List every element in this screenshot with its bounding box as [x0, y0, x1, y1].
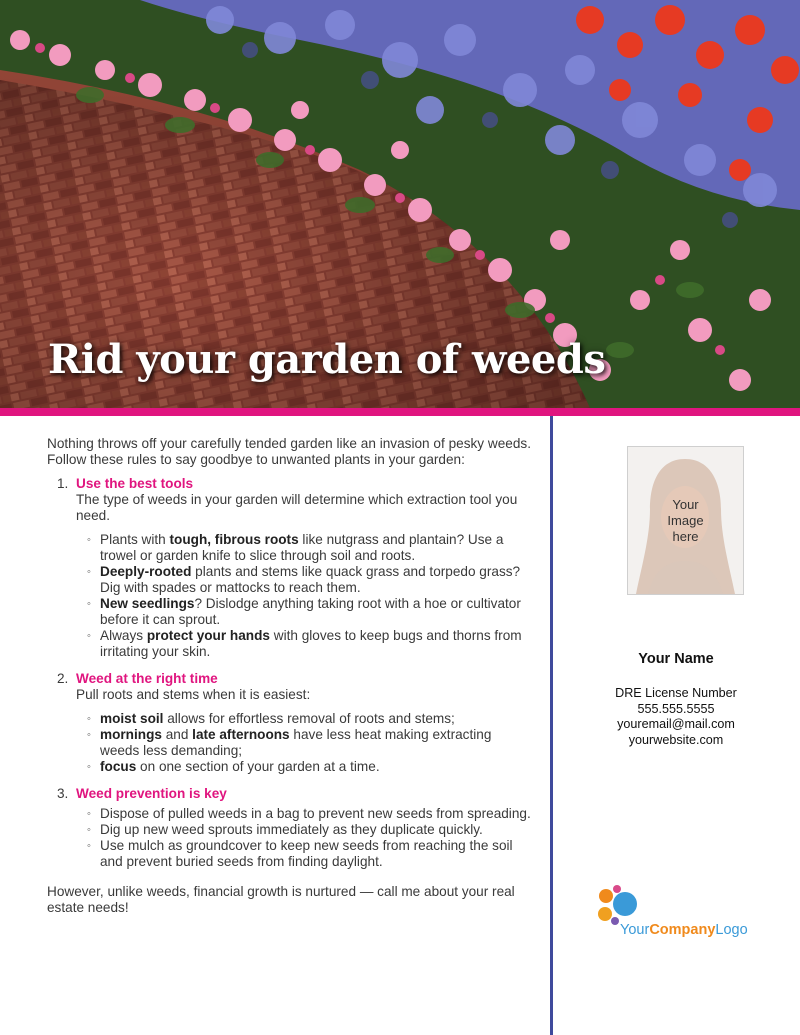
bullet-circle-icon: ◦ — [87, 808, 91, 820]
agent-contact — [560, 686, 792, 748]
tip-description: The type of weeds in your garden will determine which extraction tool you need. — [76, 492, 518, 523]
bullet-circle-icon: ◦ — [87, 630, 91, 642]
bullet-text: ? Dislodge anything taking root with a hoe or cultivator before it can sprout. — [100, 596, 521, 627]
logo-text-your: Your — [620, 922, 650, 938]
tip-bullet-list — [76, 532, 531, 660]
tip-heading: Weed prevention is key — [76, 786, 227, 801]
tip-description: Pull roots and stems when it is easiest: — [76, 687, 311, 702]
bullet-emphasis: focus — [100, 759, 137, 774]
bullet-item — [87, 711, 531, 727]
bullet-emphasis: Deeply-rooted — [100, 564, 192, 579]
tip-bullet-list — [76, 806, 531, 870]
bullet-text: allows for effortless removal of roots and stems; — [163, 711, 455, 726]
bullet-emphasis: tough, fibrous roots — [169, 532, 299, 547]
bullet-text: and — [161, 727, 193, 742]
bullet-emphasis: moist soil — [100, 711, 164, 726]
accent-divider — [0, 408, 800, 416]
agent-photo-placeholder — [627, 446, 744, 595]
bullet-text: Dispose of pulled weeds in a bag to prevent new seeds from spreading. — [100, 806, 531, 821]
bullet-item — [87, 727, 531, 759]
bullet-circle-icon: ◦ — [87, 598, 91, 610]
logo-wordmark — [620, 922, 748, 938]
bullet-text: Use mulch as groundcover to keep new seeds from reaching the soil and prevent buried seeds from finding daylight. — [100, 838, 513, 869]
column-divider — [550, 416, 553, 1035]
bullet-circle-icon: ◦ — [87, 761, 91, 773]
bullet-item — [87, 806, 531, 822]
bullet-text: on one section of your garden at a time. — [136, 759, 380, 774]
agent-name: Your Name — [638, 651, 714, 667]
photo-placeholder-text: Your Image here — [667, 497, 704, 544]
bullet-emphasis: New seedlings — [100, 596, 195, 611]
bullet-item — [87, 822, 531, 838]
bullet-item — [87, 596, 531, 628]
hero-image — [0, 0, 800, 408]
bullet-text: Always — [100, 628, 147, 643]
bullet-circle-icon: ◦ — [87, 840, 91, 852]
phone-number[interactable]: 555.555.5555 — [637, 701, 715, 716]
intro-paragraph: Nothing throws off your carefully tended garden like an invasion of pesky weeds. Follow these rules to say goodbye to unwanted plants in your garden: — [47, 436, 531, 467]
bullet-emphasis: mornings — [100, 727, 162, 742]
bullet-item — [87, 759, 531, 775]
tip-number: 2. — [57, 671, 69, 686]
bullet-text: with gloves to keep bugs and thorns from irritating your skin. — [100, 628, 522, 659]
logo-text-logo: Logo — [715, 922, 748, 938]
article — [47, 436, 531, 916]
tip-item — [47, 786, 531, 870]
closing-paragraph: However, unlike weeds, financial growth is nurtured — call me about your real estate needs! — [47, 884, 515, 915]
company-logo — [595, 884, 765, 944]
tips-list — [47, 476, 531, 870]
bullet-circle-icon: ◦ — [87, 729, 91, 741]
bullet-emphasis: late afternoons — [192, 727, 290, 742]
tip-heading: Use the best tools — [76, 476, 194, 491]
tip-heading: Weed at the right time — [76, 671, 218, 686]
page-title: Rid your garden of weeds — [48, 336, 606, 383]
website-link[interactable]: yourwebsite.com — [628, 732, 724, 747]
logo-text-company: Company — [649, 922, 716, 938]
bullet-circle-icon: ◦ — [87, 824, 91, 836]
bullet-item — [87, 838, 531, 870]
bullet-circle-icon: ◦ — [87, 566, 91, 578]
tip-number: 3. — [57, 786, 69, 801]
bullet-circle-icon: ◦ — [87, 534, 91, 546]
bullet-item — [87, 628, 531, 660]
tip-item — [47, 476, 531, 660]
bullet-emphasis: protect your hands — [146, 628, 270, 643]
tip-number: 1. — [57, 476, 69, 491]
tip-bullet-list — [76, 711, 531, 775]
bullet-text: Plants with — [100, 532, 170, 547]
bullet-item — [87, 564, 531, 596]
bullet-text: plants and stems like quack grass and torpedo grass? Dig with spades or mattocks to reach them. — [100, 564, 521, 595]
bullet-circle-icon: ◦ — [87, 713, 91, 725]
bullet-text: like nutgrass and plantain? Use a trowel or garden knife to slice through soil and roots. — [100, 532, 504, 563]
bullet-text: Dig up new weed sprouts immediately as they duplicate quickly. — [100, 822, 483, 837]
bullet-text: have less heat making extracting weeds less demanding; — [100, 727, 492, 758]
tip-item — [47, 671, 531, 775]
bullet-item — [87, 532, 531, 564]
license-number: DRE License Number — [615, 686, 737, 700]
email-address[interactable]: youremail@mail.com — [617, 717, 735, 731]
